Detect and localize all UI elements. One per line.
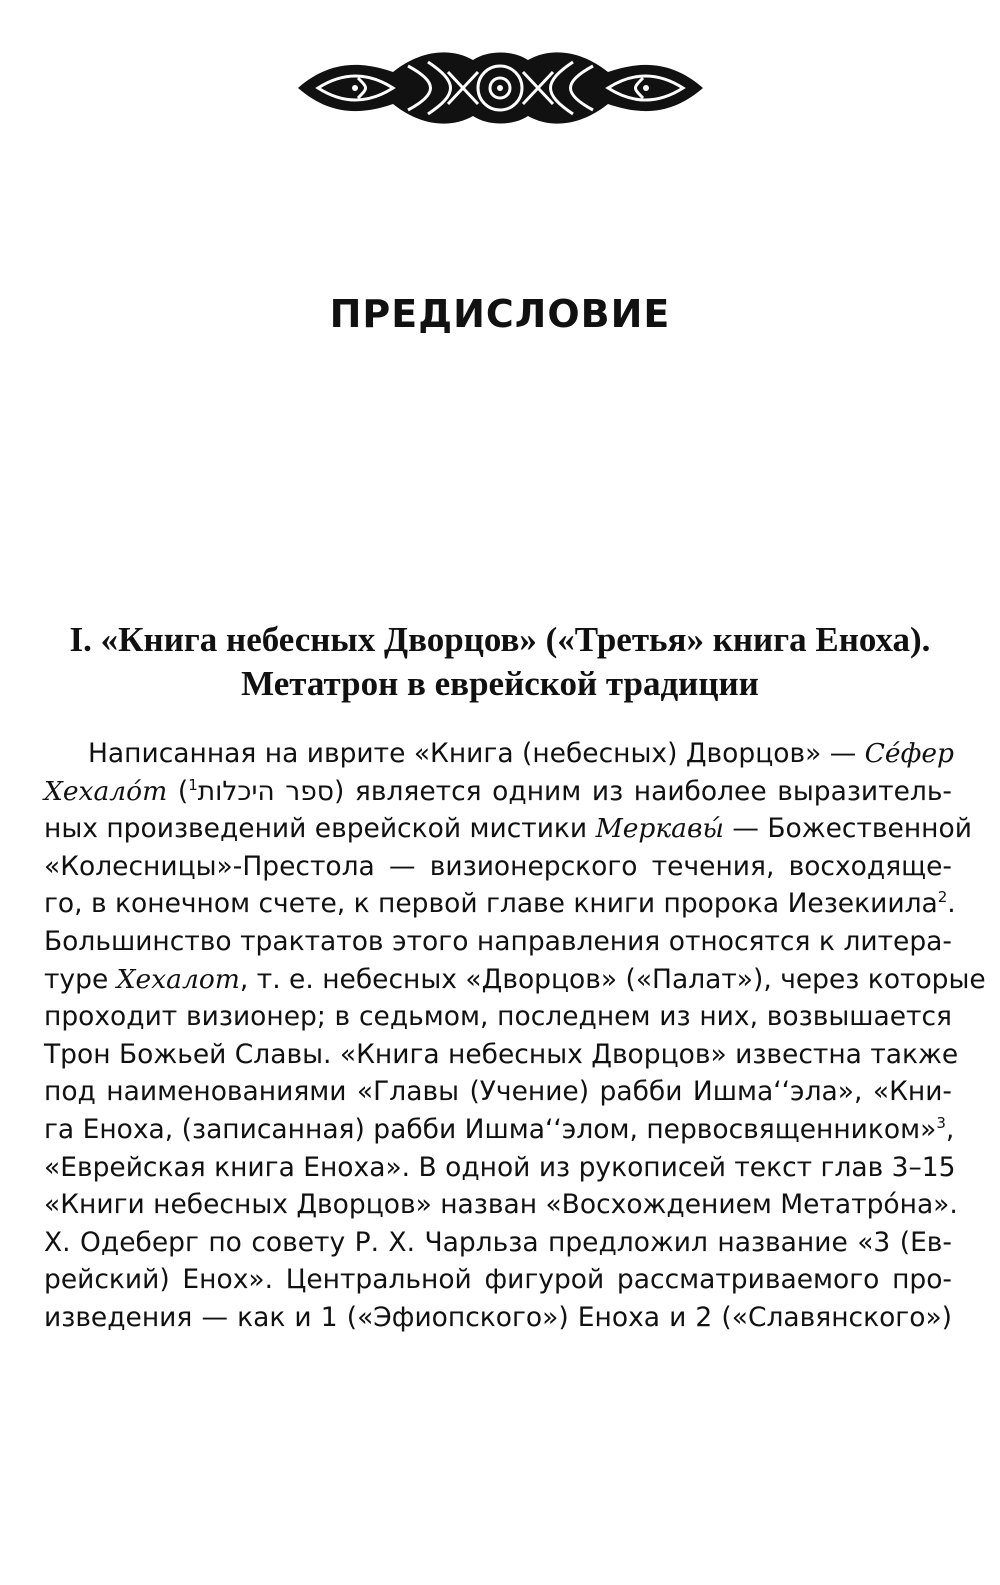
section-heading: [40, 618, 960, 706]
text-line-11: га Еноха, (записанная) рабби Ишма‘‘элом, первосвященником»$^3$,: [44, 1113, 955, 1145]
text-line-3: ных произведений еврейской мистики Меркавы́ — Божественной: [44, 813, 972, 845]
text-line-10: под наименованиями «Главы (Учение) рабби Ишма‘‘эла», «Кни-: [44, 1076, 952, 1108]
chapter-title: ПРЕДИСЛОВИЕ: [329, 292, 671, 336]
section-heading-line-2: Метатрон в еврейской традиции: [241, 664, 759, 703]
footnote-ref-2[interactable]: 2: [937, 888, 948, 907]
section-heading-line-1: I. «Книга небесных Дворцов» («Третья» книга Еноха).: [69, 620, 931, 659]
text-line-12: «Еврейская книга Еноха». В одной из рукописей текст глав 3–15: [44, 1151, 956, 1183]
text-line-16: изведения — как и 1 («Эфиопского») Еноха и 2 («Славянского»): [44, 1301, 952, 1333]
text-line-13: «Книги небесных Дворцов» назван «Восхождением Метатро́на».: [44, 1189, 958, 1221]
body-paragraph: [44, 735, 986, 1337]
text-line-15: рейский) Енох». Центральной фигурой рассматриваемого про-: [44, 1264, 952, 1296]
hebrew-title: ספר היכלות: [197, 775, 334, 807]
footnote-ref-1[interactable]: 1: [188, 775, 198, 794]
text-line-6: Большинство трактатов этого направления относятся к литера-: [44, 925, 952, 957]
footnote-ref-3[interactable]: 3: [936, 1113, 946, 1132]
text-line-7: туре Хехалот, т. е. небесных «Дворцов» («Палат»), через которые: [44, 963, 986, 995]
text-line-2: Хехало́т ($^1$ספר היכלות) является одним из наиболее выразитель-: [44, 775, 952, 807]
knotwork-ornament: [298, 42, 703, 134]
text-line-1: Написанная на иврите «Книга (небесных) Дворцов» — Се́фер: [88, 738, 954, 769]
text-line-14: Х. Одеберг по совету Р. Х. Чарльза предложил название «3 (Ев-: [44, 1226, 952, 1258]
text-line-9: Трон Божьей Славы. «Книга небесных Дворцов» известна также: [44, 1038, 959, 1070]
text-line-8: проходит визионер; в седьмом, последнем из них, возвышается: [44, 1001, 952, 1033]
text-line-4: «Колесницы»-Престола — визионерского течения, восходяще-: [44, 850, 952, 882]
text-line-5: го, в конечном счете, к первой главе книги пророка Иезекиила$^2$.: [44, 888, 956, 920]
